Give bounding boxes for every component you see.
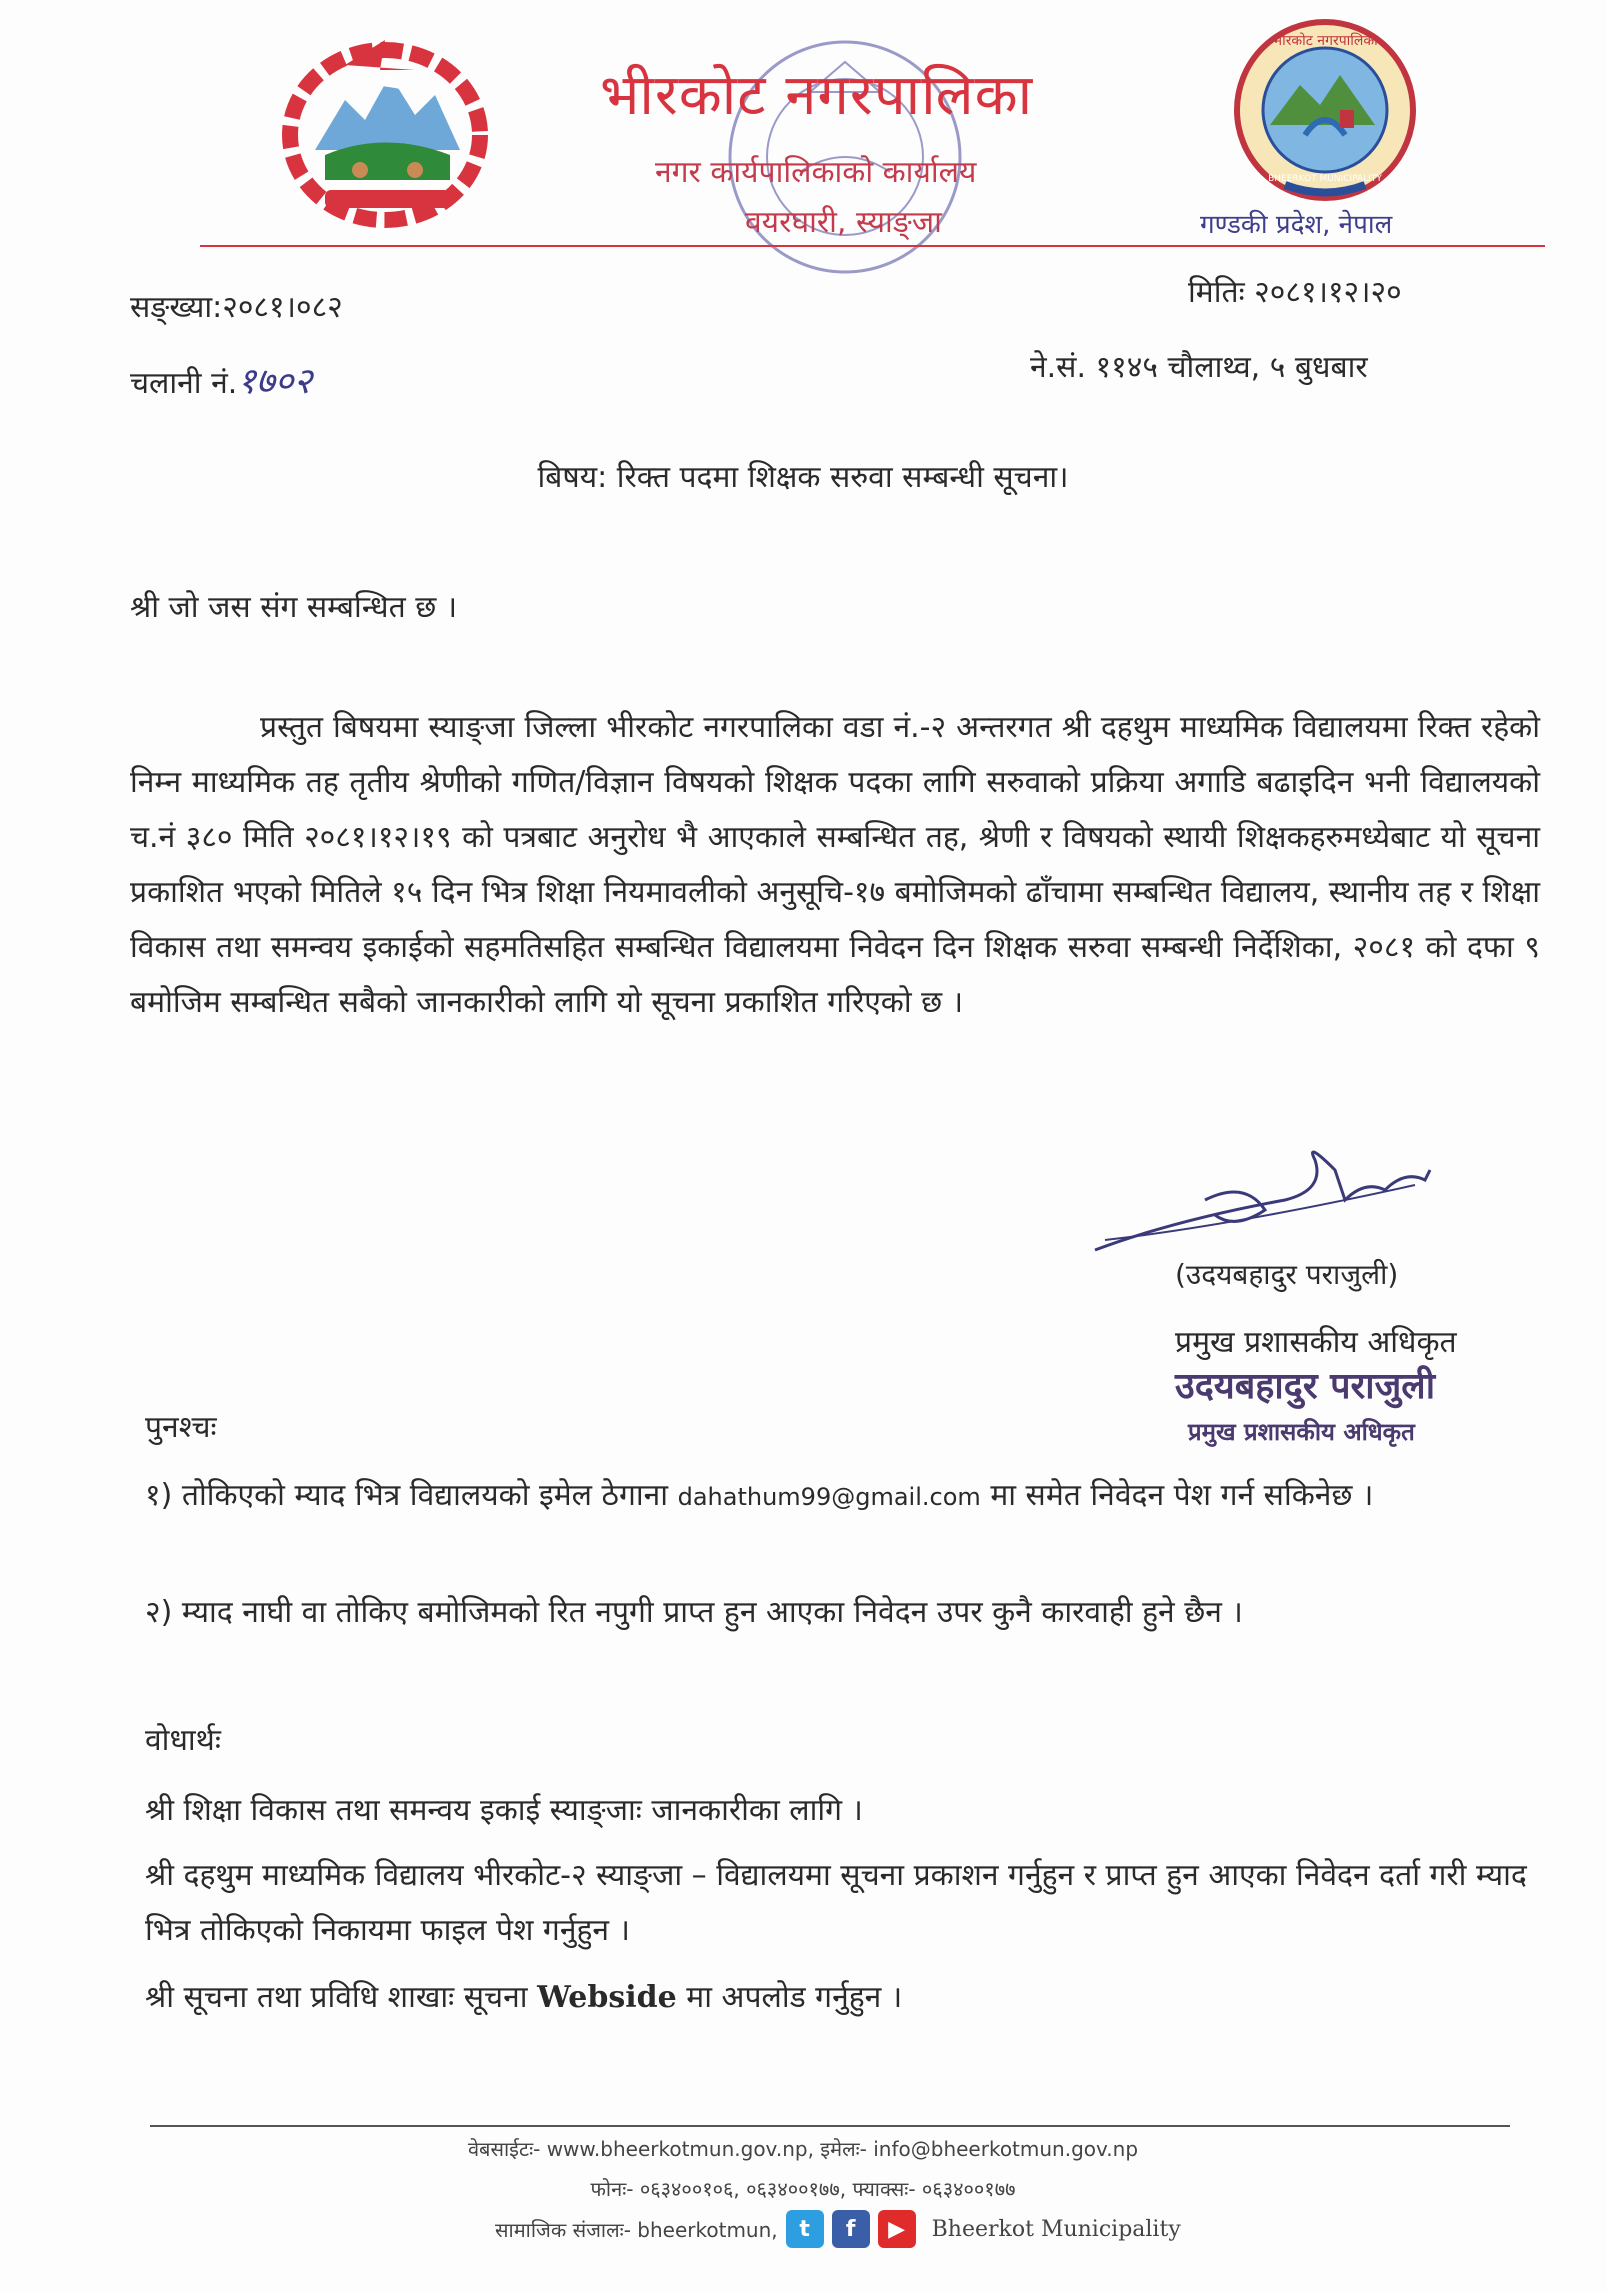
facebook-icon[interactable]: f xyxy=(832,2210,870,2248)
ps1-suffix: मा समेत निवेदन पेश गर्न सकिनेछ । xyxy=(990,1478,1374,1513)
stamp-name: उदयबहादुर पराजुली xyxy=(1175,1366,1436,1407)
letterhead-province: गण्डकी प्रदेश, नेपाल xyxy=(1200,210,1393,240)
cc-label: वोधार्थः xyxy=(145,1723,221,1758)
seal-text: भीरकोट नगरपालिका xyxy=(1272,33,1378,49)
youtube-icon[interactable]: ▶ xyxy=(878,2210,916,2248)
footer-phone: फोनः- ०६३४००१०६, ०६३४००१७७, फ्याक्सः- ०६३४००१७७ xyxy=(590,2177,1016,2201)
municipality-seal-icon xyxy=(1225,15,1425,205)
cc-item-3 xyxy=(145,1975,1545,2016)
salutation: श्री जो जस संग सम्बन्धित छ । xyxy=(130,590,458,625)
seal-text-en: BHEERKOT MUNICIPALITY xyxy=(1268,174,1382,184)
chalani-label: चलानी नं. xyxy=(130,366,238,401)
postscript-label: पुनश्चः xyxy=(145,1410,217,1445)
body-paragraph: प्रस्तुत बिषयमा स्याङ्जा जिल्ला भीरकोट नगरपालिका वडा नं.-२ अन्तरगत श्री दहथुम माध्यमिक विद्यालयमा रिक्त रहेको निम्न माध्यमिक तह तृतीय श्रेणीको गणित/विज्ञान विषयको शिक्षक पदका लागि सरुवाको प्रक्रिया अगाडि बढाइदिन भनी विद्यालयको च.नं ३८० मिति २०८१।१२।१९ को पत्रबाट अनुरोध भै आएकाले सम्बन्धित तह, श्रेणी र विषयको स्थायी शिक्षकहरुमध्येबाट यो सूचना प्रकाशित भएको मितिले १५ दिन भित्र शिक्षा नियमावलीको अनुसूचि-१७ बमोजिमको ढाँचामा सम्बन्धित विद्यालय, स्थानीय तह र शिक्षा विकास तथा समन्वय इकाईको सहमतिसहित सम्बन्धित विद्यालयमा निवेदन दिन शिक्षक सरुवा सम्बन्धी निर्देशिका, २०८१ को दफा ९ बमोजिम सम्बन्धित सबैको जानकारीको लागि यो सूचना प्रकाशित गरिएको छ । xyxy=(130,710,1540,1020)
cc-item-2: श्री दहथुम माध्यमिक विद्यालय भीरकोट-२ स्याङ्जा – विद्यालयमा सूचना प्रकाशन गर्नुहुन र प्राप्त हुन आएका निवेदन दर्ता गरी म्याद भित्र तोकिएको निकायमा फाइल पेश गर्नुहुन । xyxy=(145,1858,1527,1948)
postscript-item-1 xyxy=(145,1468,1545,1525)
cc3-suffix: मा अपलोड गर्नुहुन । xyxy=(686,1980,903,2015)
nepal-sambat-date: ने.सं. ११४५ चौलाथ्व, ५ बुधबार xyxy=(1030,350,1368,385)
chalani-number xyxy=(130,355,312,404)
footer-website[interactable]: वेबसाईटः- www.bheerkotmun.gov.np, इमेलः- info@bheerkotmun.gov.np xyxy=(467,2137,1139,2161)
letter-subject: बिषय: रिक्त पदमा शिक्षक सरुवा सम्बन्धी सूचना। xyxy=(537,460,1069,495)
chalani-handwritten: १७०२ xyxy=(237,361,313,402)
social-name: Bheerkot Municipality xyxy=(931,2216,1181,2242)
cc-item-1: श्री शिक्षा विकास तथा समन्वय इकाई स्याङ्जाः जानकारीका लागि । xyxy=(145,1793,863,1828)
signatory-name: (उदयबहादुर पराजुली) xyxy=(1175,1258,1399,1291)
header-divider xyxy=(200,245,1545,247)
letterhead-subtitle: नगर कार्यपालिकाको कार्यालय xyxy=(655,155,977,190)
school-email[interactable]: dahathum99@gmail.com xyxy=(677,1483,981,1511)
social-label: सामाजिक संजालः- bheerkotmun, xyxy=(495,2217,778,2242)
reference-number: सङ्ख्या:२०८१।०८२ xyxy=(130,290,343,325)
stamp-title: प्रमुख प्रशासकीय अधिकृत xyxy=(1188,1418,1415,1446)
twitter-icon[interactable]: t xyxy=(786,2210,824,2248)
cc3-prefix: श्री सूचना तथा प्रविधि शाखाः सूचना xyxy=(145,1980,528,2015)
letter-date: मितिः २०८१।१२।२० xyxy=(1188,275,1402,310)
ps1-prefix: १) तोकिएको म्याद भित्र विद्यालयको इमेल ठेगाना xyxy=(145,1478,669,1513)
letterhead-address: वयरघारी, स्याङ्जा xyxy=(745,205,942,240)
cc3-bold: Webside xyxy=(537,1980,677,2015)
postscript-item-2: २) म्याद नाघी वा तोकिए बमोजिमको रित नपुगी प्राप्त हुन आएका निवेदन उपर कुनै कारवाही हुने छैन । xyxy=(145,1595,1243,1630)
footer-divider xyxy=(150,2125,1510,2127)
nepal-emblem-icon xyxy=(265,30,505,230)
letterhead-title: भीरकोट नगरपालिका xyxy=(600,63,1034,128)
footer-social xyxy=(495,2210,1181,2248)
signatory-title: प्रमुख प्रशासकीय अधिकृत xyxy=(1175,1325,1457,1360)
